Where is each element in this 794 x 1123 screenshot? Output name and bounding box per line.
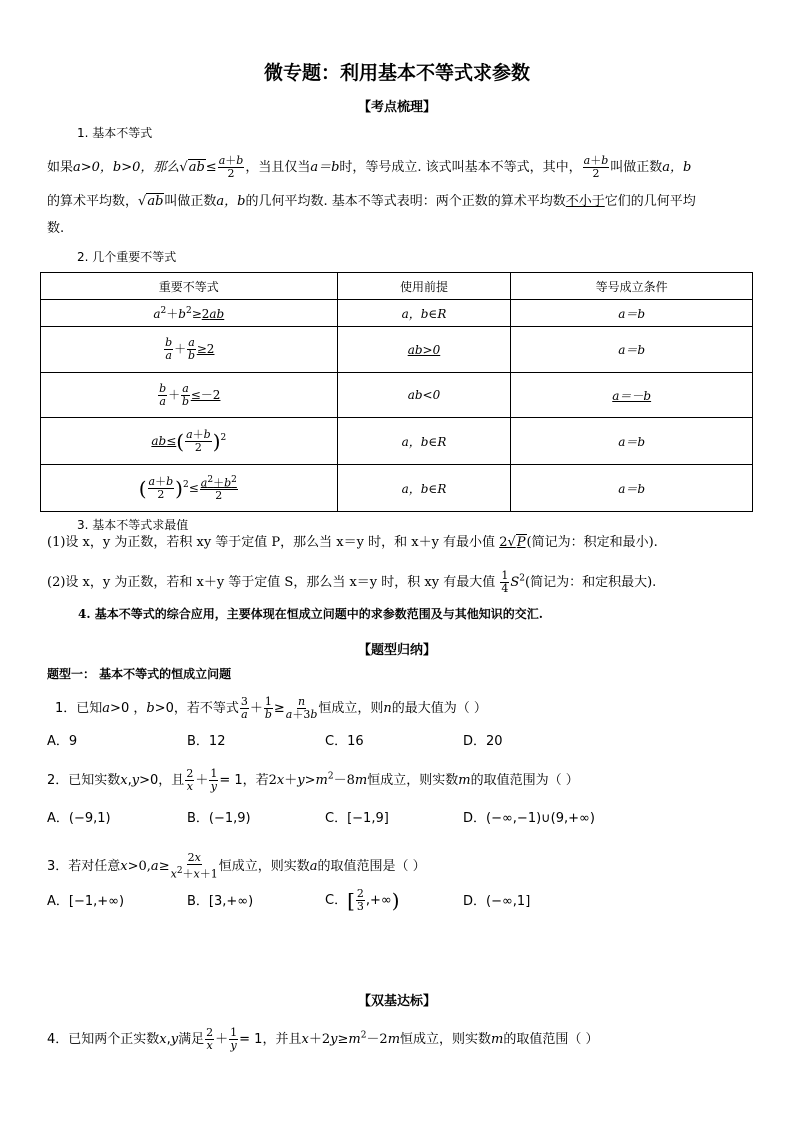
paragraph-max-product	[47, 570, 656, 595]
question-type-1: 题型一： 基本不等式的恒成立问题	[47, 667, 232, 681]
heading-extreme-values: 3. 基本不等式求最值	[77, 518, 189, 532]
premise-cell	[337, 373, 511, 418]
condition-cell	[511, 300, 753, 327]
condition-cell	[511, 373, 753, 418]
text: 4．已知两个正实数	[47, 1032, 160, 1047]
condition-cell	[511, 465, 753, 512]
text-underlined: 不小于	[565, 194, 605, 209]
table-row	[41, 373, 753, 418]
text: a>0，b>0，那么	[73, 160, 180, 175]
text: 叫做正数	[610, 160, 663, 175]
text: ，并且	[262, 1032, 302, 1047]
formula-2-sqrt-p: 2√P	[499, 535, 526, 550]
table-row	[41, 300, 753, 327]
option-a[interactable]: A．9	[47, 734, 78, 749]
formula-arith-mean: $\frac{a+b}{2}$	[583, 154, 609, 180]
text: 3．若对任意	[47, 858, 121, 874]
text: ，当且仅当	[245, 160, 311, 175]
text: 恒成立，则实数	[218, 858, 310, 874]
text: a＝b	[618, 306, 646, 321]
paragraph-line-2	[47, 194, 696, 210]
text: 它们的几何平均	[604, 194, 696, 209]
text: 2．已知实数	[47, 773, 121, 788]
formula-cell: $\frac{b}{a}$ ＋ $\frac{a}{b}$ ≥2	[41, 327, 338, 373]
question-2: 2．已知实数x,y>0，且 $\frac{2}{x}$ ＋ $\frac{1}{y}$ = 1，若$2x+y>m^2-8m$恒成立，则实数m的取值范围为（ ）	[47, 767, 579, 793]
paragraph-min-sum	[47, 535, 658, 551]
option-b[interactable]: B．12	[187, 734, 226, 749]
text: a＝－b	[612, 388, 652, 403]
premise-cell	[337, 418, 511, 465]
text: a＝b	[618, 481, 646, 496]
premise-cell	[337, 300, 511, 327]
text: (简记为：和定积最大).	[525, 575, 657, 590]
formula-quarter-s-squared: $\frac{1}{4}$ $S^2$	[501, 569, 525, 595]
text: ab>0	[407, 342, 441, 357]
text: 的最大值为（ ）	[391, 701, 487, 716]
table-row	[41, 327, 753, 373]
formula-cell: $\frac{b}{a}$ ＋ $\frac{a}{b}$ ≤－2	[41, 373, 338, 418]
option-a[interactable]: A．(−9,1)	[47, 811, 111, 826]
table-header: 使用前提	[337, 273, 511, 300]
option-d[interactable]: D．20	[463, 734, 503, 749]
formula-geo-mean: √ab	[138, 194, 164, 209]
option-c[interactable]: C．16	[325, 734, 364, 749]
premise-cell	[337, 465, 511, 512]
table-row	[41, 465, 753, 512]
paragraph-comprehensive: 4. 基本不等式的综合应用，主要体现在恒成立问题中的求参数范围及与其他知识的交汇.	[78, 607, 543, 621]
text: 的取值范围（ ）	[503, 1032, 599, 1047]
text: 1．已知	[55, 701, 103, 716]
option-d[interactable]: D．(−∞,−1)∪(9,+∞)	[463, 811, 595, 826]
text: 如果	[47, 160, 74, 175]
formula-basic-inequality: √ab≤ $\frac{a+b}{2}$	[179, 154, 244, 180]
question-4: 4．已知两个正实数x,y满足 $\frac{2}{x}$ ＋ $\frac{1}{y}$ = 1，并且$x+2y\ge m^2-2m$恒成立，则实数m的取值范围（ ）	[47, 1026, 599, 1052]
premise-cell	[337, 327, 511, 373]
option-b[interactable]: B．(−1,9)	[187, 811, 251, 826]
heading-basic-inequality: 1. 基本不等式	[77, 126, 153, 140]
table-header: 重要不等式	[41, 273, 338, 300]
text: a，b∈R	[401, 306, 447, 321]
text: 恒成立，则	[318, 701, 384, 716]
question-3: 3．若对任意x>0,a≥ $\frac{2x}{x^2+x+1}$ 恒成立，则实数a的取值范围是（ ）	[47, 851, 426, 881]
text: 的取值范围是（ ）	[317, 858, 426, 874]
text: (简记为：积定和最小).	[526, 535, 658, 550]
text: ，若	[242, 773, 269, 788]
text: a，b∈R	[401, 434, 447, 449]
table-header: 等号成立条件	[511, 273, 753, 300]
text: a＝b	[618, 343, 646, 357]
text: a，b	[662, 160, 692, 175]
text: a＝b	[310, 160, 340, 175]
text: 恒成立，则实数	[400, 1032, 492, 1047]
table-row	[41, 418, 753, 465]
text: (2)设 x，y 为正数，若和 x＋y 等于定值 S，那么当 x＝y 时，积 xy 有最大值	[47, 575, 496, 590]
text: 时，等号成立. 该式叫基本不等式，其中，	[339, 160, 582, 175]
option-d[interactable]: D．(−∞,1]	[463, 894, 531, 909]
formula-cell: ab≤( $\frac{a+b}{2}$ )$^2$	[41, 418, 338, 465]
condition-cell	[511, 418, 753, 465]
text: ，若不等式	[173, 701, 239, 716]
text: 的取值范围为（ ）	[470, 773, 579, 788]
paragraph-line-3: 数.	[47, 221, 65, 236]
text: 的算术平均数，	[47, 194, 139, 209]
text: 满足	[178, 1032, 205, 1047]
option-c[interactable]: C．[−1,9]	[325, 811, 389, 826]
page-title: 微专题：利用基本不等式求参数	[263, 62, 530, 84]
table-header-row	[41, 273, 753, 300]
text: ，且	[158, 773, 185, 788]
formula-cell: ( $\frac{a+b}{2}$ )$^2$≤ $\frac{a^2+b^2}{2}$	[41, 465, 338, 512]
text: a，b	[216, 194, 246, 209]
heading-important-inequalities: 2. 几个重要不等式	[77, 250, 177, 264]
text: (1)设 x，y 为正数，若积 xy 等于定值 P，那么当 x＝y 时，和 x＋y 有最小值	[47, 535, 496, 550]
text: 的几何平均数. 基本不等式表明：两个正数的算术平均数	[245, 194, 566, 209]
text: ab<0	[407, 388, 441, 402]
text: a，b∈R	[401, 481, 447, 496]
text: C．	[325, 893, 348, 908]
text: a＝b	[618, 434, 646, 449]
section-heading-question-types: 【题型归纳】	[357, 643, 436, 658]
question-1: 1．已知a>0 ，b>0，若不等式 $\frac{3}{a}$ ＋ $\frac{1}{b}$ ≥ $\frac{n}{a+3b}$ 恒成立，则n的最大值为（ ）	[55, 695, 487, 721]
option-c[interactable]: C．[ $\frac{2}{3}$ ,+∞)	[325, 887, 400, 913]
section-heading-key-points: 【考点梳理】	[357, 100, 436, 115]
condition-cell	[511, 327, 753, 373]
formula-cell: $a^2+b^2\ge 2ab$	[41, 300, 338, 327]
inequality-table	[40, 272, 753, 512]
option-a[interactable]: A．[−1,+∞)	[47, 894, 125, 909]
text: 叫做正数	[164, 194, 217, 209]
section-heading-dual-basics: 【双基达标】	[357, 994, 436, 1009]
paragraph-line-1	[47, 155, 691, 180]
text: 恒成立，则实数	[367, 773, 459, 788]
option-b[interactable]: B．[3,+∞)	[187, 894, 254, 909]
